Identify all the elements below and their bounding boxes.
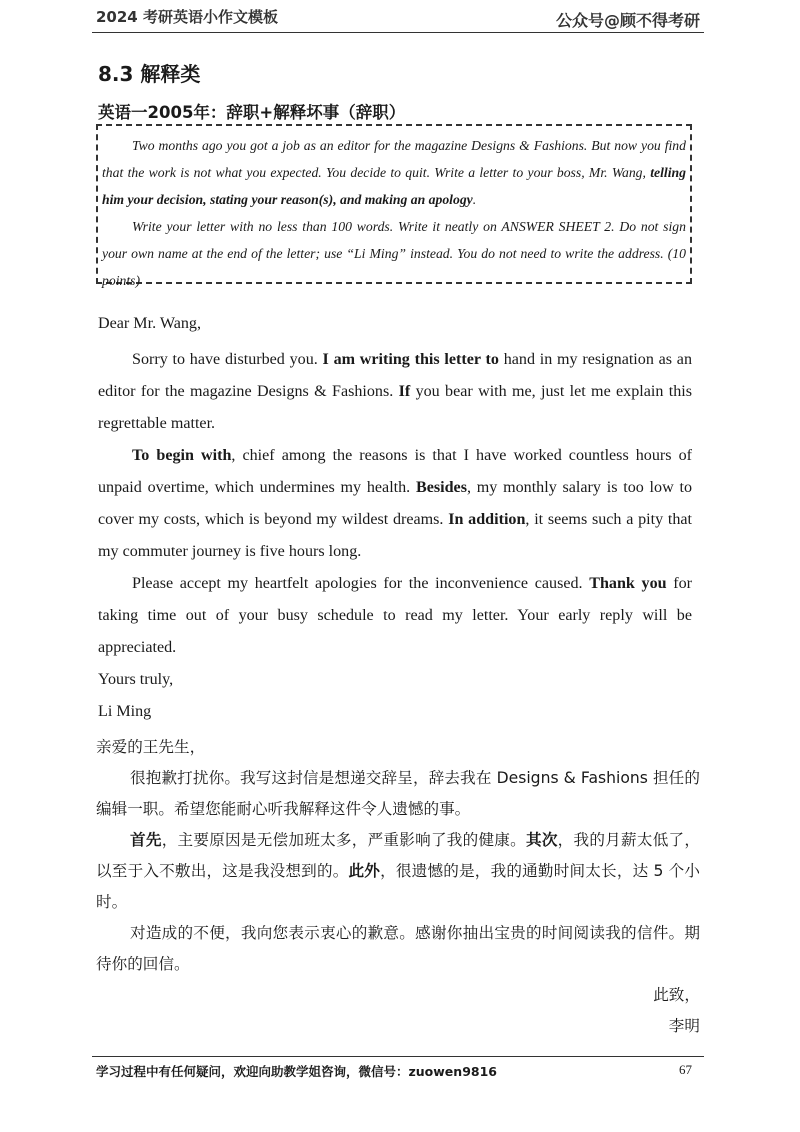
prompt-box xyxy=(96,124,692,288)
translation-closing: 此致， xyxy=(653,986,700,1004)
header-divider xyxy=(92,32,704,33)
header-book-title: 2024 考研英语小作文模板 xyxy=(96,8,278,26)
letter-signature: Li Ming xyxy=(98,703,152,720)
letter-paragraph-1: Sorry to have disturbed you. I am writing this letter to hand in my resignation as an editor for the magazine Designs & Fashions. If you bear with me, just let me explain this regrettable matter. xyxy=(98,351,693,432)
footer-contact-text: 学习过程中有任何疑问，欢迎向助教学姐咨询，微信号：zuowen9816 xyxy=(96,1064,497,1079)
translation-signature: 李明 xyxy=(668,1017,700,1035)
header-account-name: 公众号@顾不得考研 xyxy=(555,11,700,30)
letter-closing: Yours truly, xyxy=(98,671,174,688)
page-header xyxy=(96,2,700,32)
translation-salutation: 亲爱的王先生， xyxy=(96,738,206,756)
section-title: 8.3 解释类 xyxy=(98,62,201,86)
prompt-task-bold: telling him your decision, stating your reason(s), and making an apology xyxy=(102,165,686,207)
chinese-translation xyxy=(96,732,700,1042)
letter-paragraph-3: Please accept my heartfelt apologies for the inconvenience caused. Thank you for taking time out of your busy schedule to read my letter. Your early reply will be appreciated. xyxy=(98,575,692,656)
prompt-paragraph-1: Two months ago you got a job as an editor for the magazine Designs & Fashions. But now you find that the work is not what you expected. You decide to quit. Write a letter to your boss, Mr. Wang, telling him your decision, stating your reason(s), and making an apology. xyxy=(102,138,686,207)
footer-divider xyxy=(92,1056,704,1057)
english-letter xyxy=(98,308,692,728)
letter-salutation: Dear Mr. Wang, xyxy=(98,315,201,332)
prompt-paragraph-2: Write your letter with no less than 100 words. Write it neatly on ANSWER SHEET 2. Do not sign your own name at the end of the letter; use “Li Ming” instead. You do not need to write the address. (10 points) xyxy=(102,219,686,288)
exam-subtitle: 英语一2005年：辞职+解释坏事（辞职） xyxy=(98,103,406,122)
translation-paragraph-1: 很抱歉打扰你。我写这封信是想递交辞呈，辞去我在 Designs & Fashions 担任的编辑一职。希望您能耐心听我解释这件令人遗憾的事。 xyxy=(96,769,700,818)
letter-paragraph-2: To begin with, chief among the reasons is that I have worked countless hours of unpaid overtime, which undermines my health. Besides, my monthly salary is too low to cover my costs, which is beyond my wildest dreams. In addition, it seems such a pity that my commuter journey is five hours long. xyxy=(98,447,692,560)
translation-paragraph-2: 首先，主要原因是无偿加班太多，严重影响了我的健康。其次，我的月薪太低了，以至于入不敷出，这是我没想到的。此外，很遗憾的是，我的通勤时间太长，达 5 个小时。 xyxy=(96,831,700,911)
page-number: 67 xyxy=(679,1062,692,1077)
translation-paragraph-3: 对造成的不便，我向您表示衷心的歉意。感谢你抽出宝贵的时间阅读我的信件。期待你的回信。 xyxy=(96,924,700,973)
